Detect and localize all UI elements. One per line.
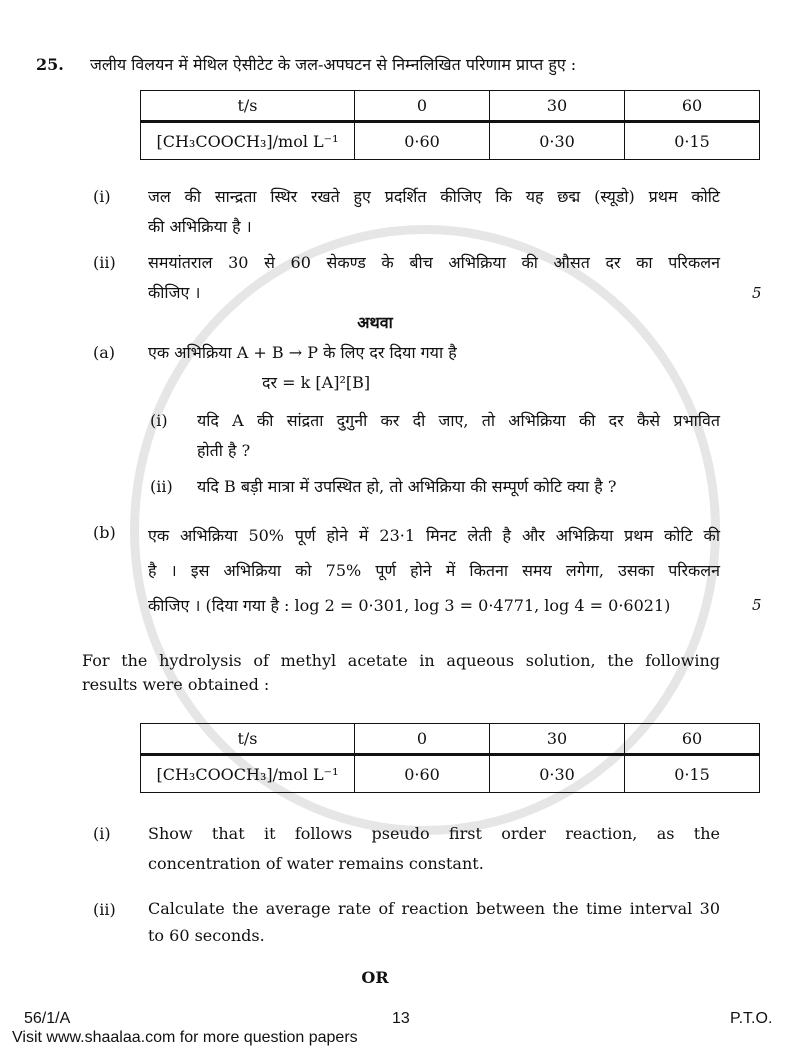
marks: 5 bbox=[752, 596, 762, 614]
english-intro-line1: For the hydrolysis of methyl acetate in aqueous solution, the following bbox=[82, 651, 720, 670]
hindi-a-ii-line: यदि B बड़ी मात्रा में उपस्थित हो, तो अभिक्रिया की सम्पूर्ण कोटि क्या है ? bbox=[197, 477, 617, 496]
question-number: 25. bbox=[36, 55, 64, 74]
table-header: t/s bbox=[141, 724, 355, 755]
item-label: (i) bbox=[150, 411, 168, 430]
table-header: t/s bbox=[141, 91, 355, 122]
pto: P.T.O. bbox=[730, 1010, 773, 1027]
table-header: 0 bbox=[355, 724, 490, 755]
hindi-a-i-line2: होती है ? bbox=[197, 441, 251, 460]
table-header: 30 bbox=[490, 91, 625, 122]
paper-code: 56/1/A bbox=[24, 1010, 71, 1027]
item-label: (i) bbox=[93, 187, 111, 206]
item-label: (ii) bbox=[150, 477, 173, 496]
table-row-label: [CH₃COOCH₃]/mol L⁻¹ bbox=[141, 122, 355, 160]
hindi-i-line2: की अभिक्रिया है । bbox=[148, 217, 252, 236]
item-label: (i) bbox=[93, 824, 111, 843]
or-divider-english: OR bbox=[361, 968, 389, 987]
hindi-data-table bbox=[140, 90, 760, 160]
item-label: (ii) bbox=[93, 900, 116, 919]
item-label: (ii) bbox=[93, 253, 116, 272]
visit-link[interactable]: Visit www.shaalaa.com for more question papers bbox=[12, 1029, 358, 1046]
marks: 5 bbox=[752, 284, 762, 302]
table-header: 30 bbox=[490, 724, 625, 755]
hindi-a-i-line1: यदि A की सांद्रता दुगुनी कर दी जाए, तो अभिक्रिया की दर कैसे प्रभावित bbox=[197, 411, 720, 430]
hindi-b-line2: है । इस अभिक्रिया को 75% पूर्ण होने में कितना समय लगेगा, उसका परिकलन bbox=[148, 561, 720, 580]
english-i-line1: Show that it follows pseudo first order reaction, as the bbox=[148, 824, 720, 843]
hindi-a-line: एक अभिक्रिया A + B → P के लिए दर दिया गया है bbox=[148, 343, 457, 362]
english-data-table bbox=[140, 723, 760, 793]
hindi-b-line3: कीजिए । (दिया गया है : log 2 = 0·301, log 3 = 0·4771, log 4 = 0·6021) bbox=[148, 596, 671, 615]
hindi-intro: जलीय विलयन में मेथिल ऐसीटेट के जल-अपघटन से निम्नलिखित परिणाम प्राप्त हुए : bbox=[90, 55, 577, 74]
item-label: (a) bbox=[93, 343, 116, 362]
hindi-ii-line2: कीजिए । bbox=[148, 283, 201, 302]
english-ii-line2: to 60 seconds. bbox=[148, 926, 265, 945]
english-i-line2: concentration of water remains constant. bbox=[148, 854, 484, 873]
table-header: 60 bbox=[625, 724, 760, 755]
table-cell: 0·15 bbox=[625, 755, 760, 793]
or-divider-hindi: अथवा bbox=[357, 313, 393, 332]
table-header: 60 bbox=[625, 91, 760, 122]
rate-equation: दर = k [A]²[B] bbox=[262, 373, 371, 392]
table-cell: 0·60 bbox=[355, 122, 490, 160]
english-ii-line1: Calculate the average rate of reaction between the time interval 30 bbox=[148, 899, 720, 918]
item-label: (b) bbox=[93, 523, 116, 542]
table-header: 0 bbox=[355, 91, 490, 122]
english-intro-line2: results were obtained : bbox=[82, 675, 270, 694]
table-cell: 0·15 bbox=[625, 122, 760, 160]
hindi-ii-line1: समयांतराल 30 से 60 सेकण्ड के बीच अभिक्रिया की औसत दर का परिकलन bbox=[148, 253, 720, 272]
table-cell: 0·30 bbox=[490, 755, 625, 793]
table-cell: 0·60 bbox=[355, 755, 490, 793]
page-number: 13 bbox=[392, 1010, 410, 1027]
table-row-label: [CH₃COOCH₃]/mol L⁻¹ bbox=[141, 755, 355, 793]
table-cell: 0·30 bbox=[490, 122, 625, 160]
hindi-b-line1: एक अभिक्रिया 50% पूर्ण होने में 23·1 मिनट लेती है और अभिक्रिया प्रथम कोटि की bbox=[148, 526, 720, 545]
hindi-i-line1: जल की सान्द्रता स्थिर रखते हुए प्रदर्शित कीजिए कि यह छद्म (स्यूडो) प्रथम कोटि bbox=[148, 187, 720, 206]
